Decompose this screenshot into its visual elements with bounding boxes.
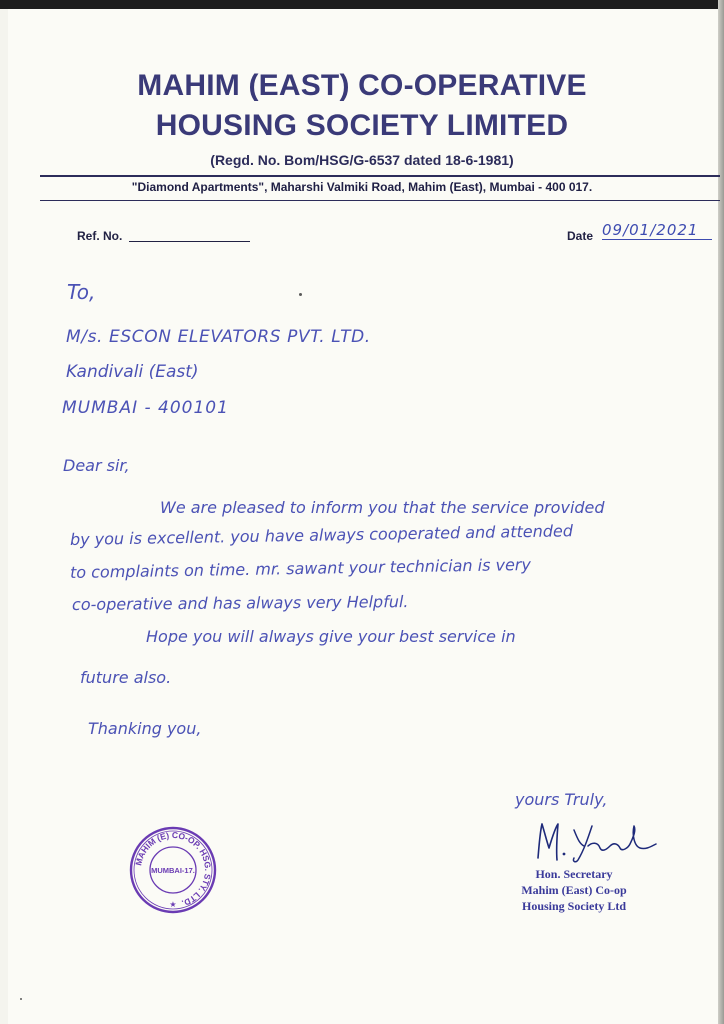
paragraph1-line2: by you is excellent. you have always cooperated and attended: [69, 521, 574, 549]
signer-title: Hon. Secretary: [535, 867, 613, 881]
signer-org-line2: Housing Society Ltd: [521, 899, 626, 913]
seal-center-text: MUMBAI-17.: [151, 866, 195, 875]
registration-number: (Regd. No. Bom/HSG/G-6537 dated 18-6-1981): [210, 152, 514, 168]
org-name-line2: HOUSING SOCIETY LIMITED: [155, 109, 569, 142]
paragraph2-line2: future also.: [80, 668, 172, 687]
paragraph1-line4: co-operative and has always very Helpful.: [71, 592, 409, 614]
org-name-line1: MAHIM (EAST) CO-OPERATIVE: [137, 69, 587, 102]
paragraph1-line3: to complaints on time. mr. sawant your technician is very: [69, 554, 532, 582]
yours-truly: yours Truly,: [515, 790, 608, 809]
society-seal: [128, 825, 218, 915]
signature: [530, 818, 660, 864]
ref-no-blank: [129, 241, 250, 242]
org-address: "Diamond Apartments", Maharshi Valmiki Road, Mahim (East), Mumbai - 400 017.: [131, 180, 593, 194]
paragraph2-line1: Hope you will always give your best service in: [146, 627, 516, 646]
scan-border-top: [0, 0, 724, 9]
to-line: To,: [67, 280, 96, 304]
ref-no-label: Ref. No.: [77, 229, 123, 243]
seal-ring-text: MAHIM (E) CO-OP. HSG. STY. LTD.: [133, 829, 214, 909]
scan-speck: [299, 293, 302, 296]
addressee-line1: M/s. ESCON ELEVATORS PVT. LTD.: [66, 327, 371, 347]
seal-star: ★: [169, 900, 177, 909]
letterhead-rule-top: [40, 175, 720, 177]
salutation: Dear sir,: [63, 456, 130, 475]
scan-speck: [20, 998, 22, 1000]
closing-line: Thanking you,: [88, 719, 202, 738]
letterhead-rule-bottom: [40, 200, 720, 201]
date-value: 09/01/2021: [602, 221, 712, 240]
signer-org-line1: Mahim (East) Co-op: [521, 883, 627, 897]
date-label: Date: [567, 229, 594, 243]
paragraph1-line1: We are pleased to inform you that the service provided: [160, 498, 605, 517]
addressee-line2: Kandivali (East): [66, 362, 199, 382]
addressee-line3: MUMBAI - 400101: [62, 398, 229, 418]
